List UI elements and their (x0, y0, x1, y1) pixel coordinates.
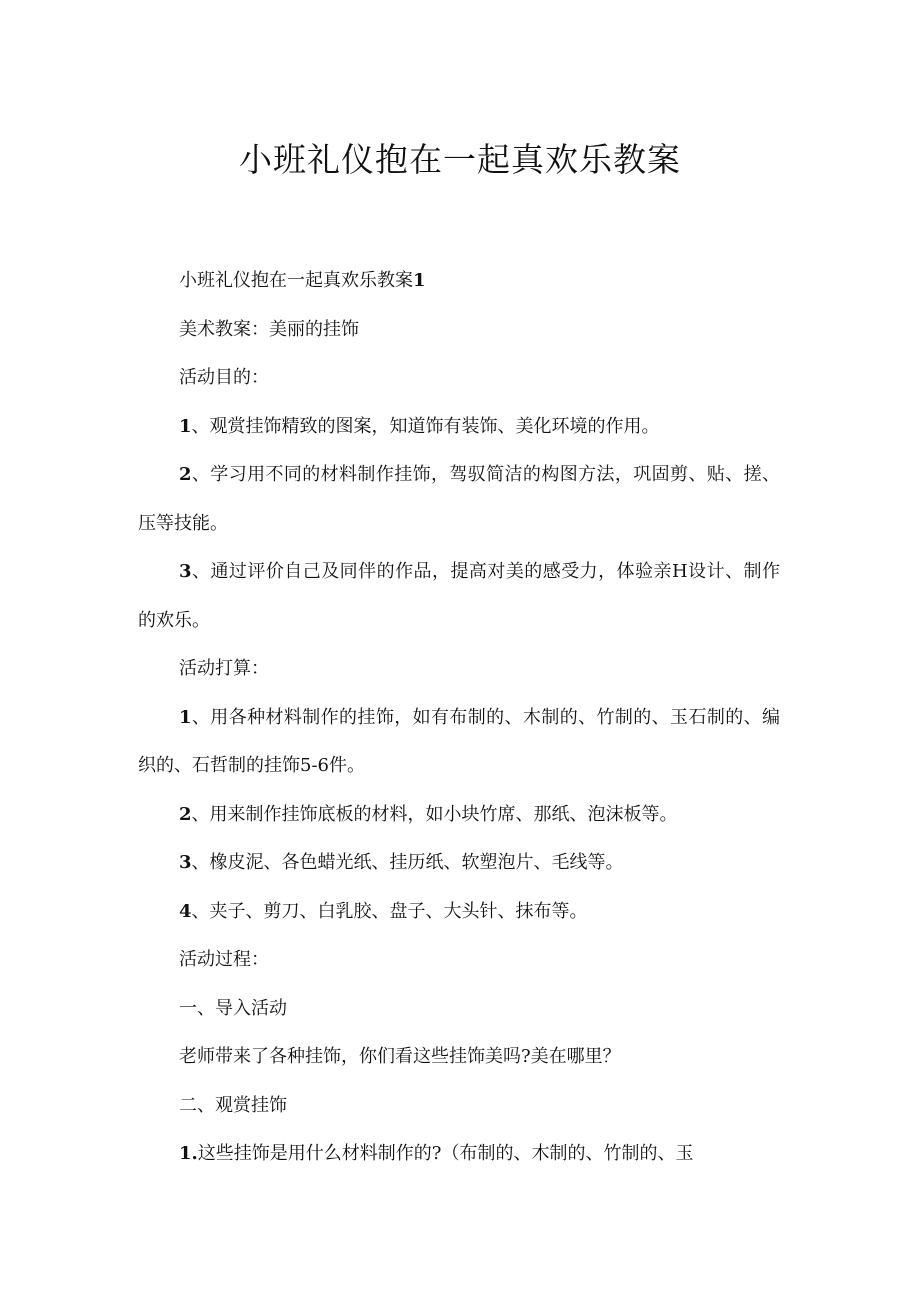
item-number: 1 (179, 706, 192, 728)
item-number: 2 (179, 464, 192, 485)
item-number: 3 (179, 852, 192, 873)
item-number: 3 (179, 561, 192, 582)
paragraph: 小班礼仪抱在一起真欢乐教案1 (179, 270, 426, 291)
document-body (138, 257, 780, 1179)
paragraph: 1、用各种材料制作的挂饰，如有布制的、木制的、竹制的、玉石制的、编织的、石哲制的挂饰5-6件。 (138, 706, 780, 776)
paragraph: 一、导入活动 (179, 997, 287, 1019)
paragraph: 2、学习用不同的材料制作挂饰，驾驭简洁的构图方法，巩固剪、贴、搓、压等技能。 (138, 464, 780, 534)
paragraph: 美术教案：美丽的挂饰 (179, 318, 359, 340)
paragraph: 老师带来了各种挂饰，你们看这些挂饰美吗?美在哪里？ (179, 1046, 621, 1067)
paragraph: 2、用来制作挂饰底板的材料，如小块竹席、那纸、泡沫板等。 (179, 803, 678, 825)
paragraph: 1.这些挂饰是用什么材料制作的?（布制的、木制的、竹制的、玉 (179, 1143, 694, 1164)
paragraph: 二、观赏挂饰 (179, 1094, 287, 1116)
item-number: 1 (179, 415, 192, 437)
item-number: 1. (179, 1143, 198, 1164)
item-number: 4 (179, 900, 192, 922)
paragraph: 活动打算： (179, 658, 269, 679)
paragraph: 1、观赏挂饰精致的图案，知道饰有装饰、美化环境的作用。 (179, 415, 660, 437)
item-number: 2 (179, 803, 192, 825)
paragraph: 4、夹子、剪刀、白乳胶、盘子、大头针、抹布等。 (179, 900, 588, 922)
paragraph: 活动目的： (179, 367, 269, 388)
paragraph: 3、橡皮泥、各色蜡光纸、挂历纸、软塑泡片、毛线等。 (179, 852, 624, 873)
paragraph-suffix: 1 (413, 270, 426, 291)
paragraph: 3、通过评价自己及同伴的作品，提高对美的感受力，体验亲H设计、制作的欢乐。 (138, 561, 780, 631)
document-title: 小班礼仪抱在一起真欢乐教案 (239, 140, 681, 179)
paragraph: 活动过程： (179, 949, 269, 970)
